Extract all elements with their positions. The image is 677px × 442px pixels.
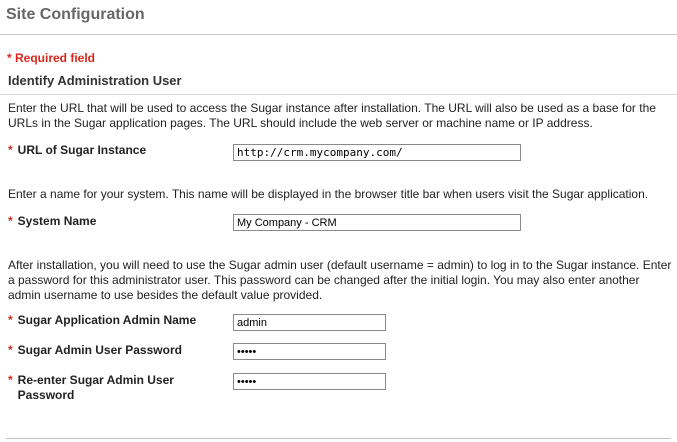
system-name-label-text: System Name bbox=[17, 214, 97, 228]
required-marker: * bbox=[8, 214, 13, 228]
page-header bbox=[0, 0, 677, 35]
admin-password-confirm-label bbox=[8, 373, 228, 403]
url-input[interactable] bbox=[233, 144, 521, 161]
required-marker: * bbox=[8, 143, 13, 157]
url-description: Enter the URL that will be used to access the Sugar instance after installation. The URL will also be used as a base for the URLs in the Sugar application pages. The URL should include the web server or machine name or IP address. bbox=[8, 101, 656, 130]
admin-password-confirm-label-text: Re-enter Sugar Admin User Password bbox=[17, 373, 174, 402]
admin-name-label-text: Sugar Application Admin Name bbox=[17, 313, 197, 327]
admin-description: After installation, you will need to use the Sugar admin user (default username = admin) to log in to the Sugar instance. Enter a password for this administrator user. This password can be changed after the initial login. You may also enter another admin username to use besides the default value provided. bbox=[8, 258, 672, 302]
required-marker: * bbox=[8, 373, 13, 387]
footer-divider bbox=[6, 438, 671, 439]
section-header bbox=[0, 69, 677, 95]
page-title: Site Configuration bbox=[6, 6, 145, 23]
admin-name-label bbox=[8, 313, 228, 328]
url-label-text: URL of Sugar Instance bbox=[17, 143, 147, 157]
required-field-note: * Required field bbox=[7, 51, 96, 65]
admin-name-input[interactable] bbox=[233, 314, 386, 331]
system-name-input[interactable] bbox=[233, 214, 521, 231]
admin-password-confirm-input[interactable] bbox=[233, 373, 386, 390]
system-name-label bbox=[8, 214, 228, 229]
admin-password-label-text: Sugar Admin User Password bbox=[17, 343, 182, 357]
required-marker: * bbox=[8, 343, 13, 357]
system-name-description: Enter a name for your system. This name will be displayed in the browser title bar when users visit the Sugar application. bbox=[8, 187, 649, 201]
admin-password-input[interactable] bbox=[233, 343, 386, 360]
admin-password-label bbox=[8, 343, 228, 358]
section-title: Identify Administration User bbox=[8, 73, 182, 88]
required-marker: * bbox=[8, 313, 13, 327]
url-label bbox=[8, 143, 228, 158]
